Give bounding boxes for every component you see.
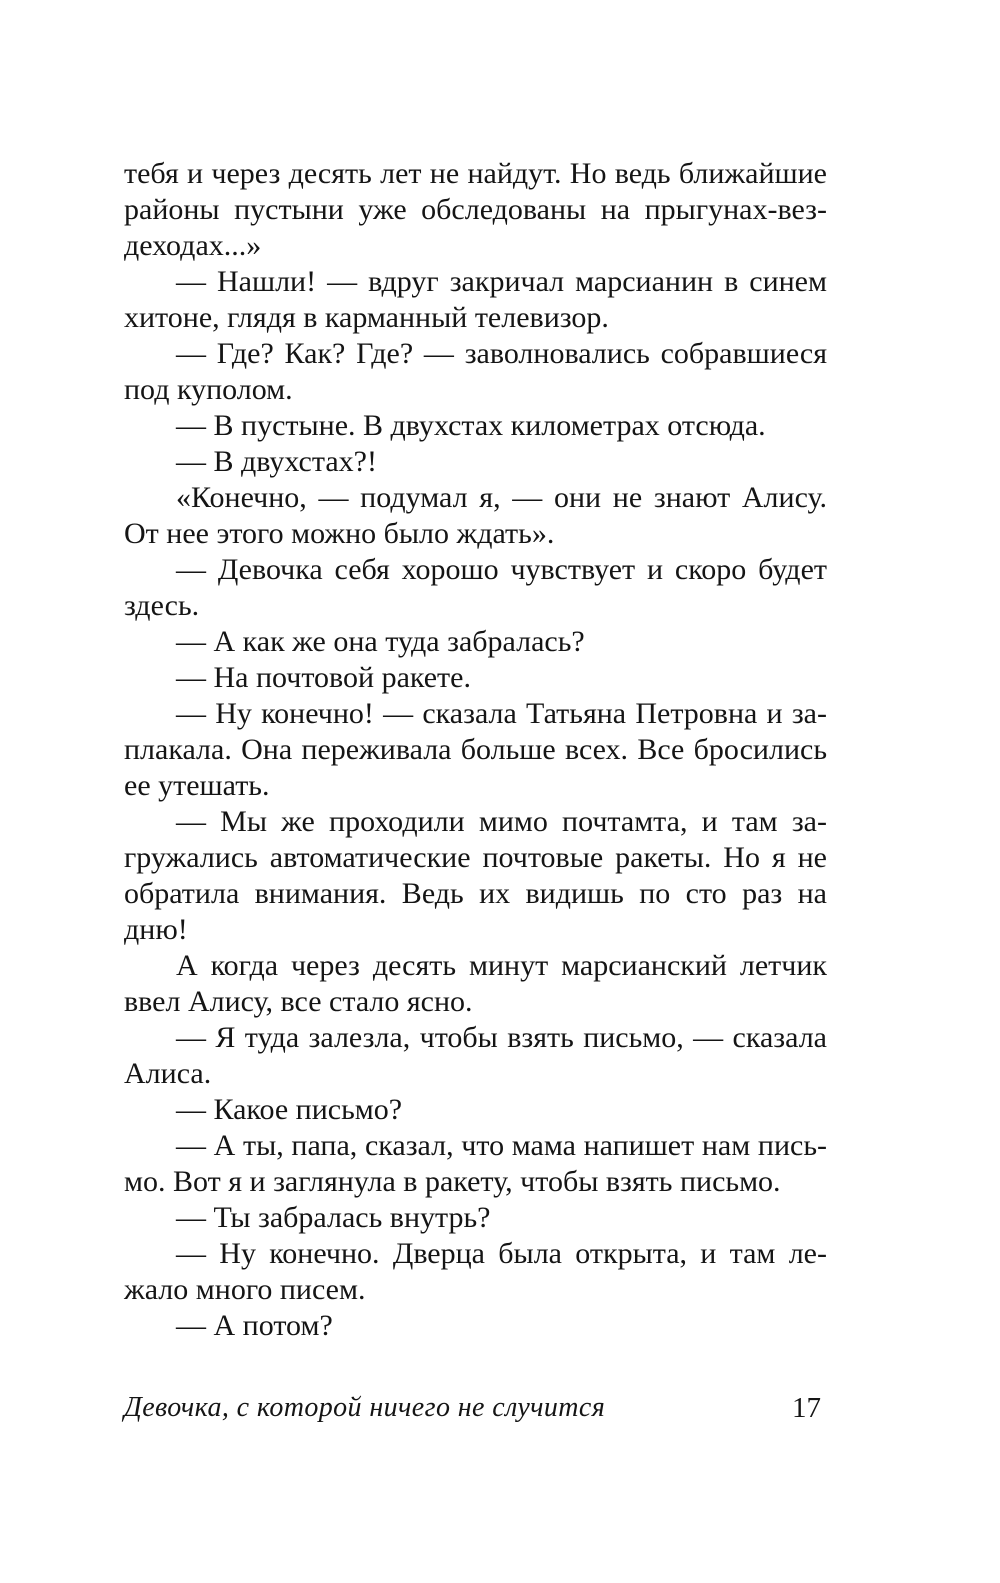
paragraph	[124, 1020, 827, 1092]
text-line: — Я туда залезла, чтобы взять письмо, — сказала	[176, 1021, 827, 1054]
text-line: А когда через десять минут марсианский летчик	[176, 949, 827, 982]
text-line: гружались автоматические почтовые ракеты. Но я не	[124, 841, 827, 874]
text-line: тебя и через десять лет не найдут. Но ведь ближайшие	[124, 157, 827, 190]
text-line: районы пустыни уже обследованы на прыгунах-вез-	[124, 193, 827, 226]
text-line: — На почтовой ракете.	[176, 661, 471, 694]
paragraph	[124, 156, 827, 264]
text-line: под куполом.	[124, 373, 293, 406]
paragraph	[124, 480, 827, 552]
page-footer	[124, 1390, 827, 1426]
paragraph	[124, 408, 827, 444]
text-line: — В пустыне. В двухстах километрах отсюда.	[176, 409, 766, 442]
paragraph	[124, 336, 827, 408]
text-line: От нее этого можно было ждать».	[124, 517, 555, 550]
text-line: здесь.	[124, 589, 200, 622]
text-line: «Конечно, — подумал я, — они не знают Алису.	[176, 481, 827, 514]
paragraph	[124, 552, 827, 624]
paragraph	[124, 948, 827, 1020]
text-line: — Девочка себя хорошо чувствует и скоро будет	[176, 553, 827, 586]
text-line: — Нашли! — вдруг закричал марсианин в синем	[176, 265, 827, 298]
text-line: — Ну конечно. Дверца была открыта, и там ле-	[176, 1237, 827, 1270]
text-line: — Мы же проходили мимо почтамта, и там за-	[176, 805, 827, 838]
text-line: — А как же она туда забралась?	[176, 625, 585, 658]
text-line: мо. Вот я и заглянула в ракету, чтобы взять письмо.	[124, 1165, 781, 1198]
page-number: 17	[792, 1392, 821, 1424]
text-line: — В двухстах?!	[176, 445, 377, 478]
page-body-text	[124, 156, 827, 1344]
text-line: дню!	[124, 913, 188, 946]
paragraph	[124, 624, 827, 660]
text-line: — А потом?	[176, 1309, 333, 1342]
text-line: — Ты забралась внутрь?	[176, 1201, 491, 1234]
text-line: ввел Алису, все стало ясно.	[124, 985, 473, 1018]
paragraph	[124, 804, 827, 948]
running-title: Девочка, с которой ничего не случится	[124, 1392, 606, 1423]
text-line: жало много писем.	[124, 1273, 366, 1306]
text-line: хитоне, глядя в карманный телевизор.	[124, 301, 609, 334]
paragraph	[124, 1128, 827, 1200]
text-line: — А ты, папа, сказал, что мама напишет нам пись-	[176, 1129, 827, 1162]
text-line: Алиса.	[124, 1057, 212, 1090]
paragraph	[124, 264, 827, 336]
text-line: — Ну конечно! — сказала Татьяна Петровна и за-	[176, 697, 827, 730]
paragraph	[124, 1236, 827, 1308]
text-line: деходах...»	[124, 229, 262, 262]
paragraph	[124, 1200, 827, 1236]
paragraph	[124, 660, 827, 696]
paragraph	[124, 1308, 827, 1344]
text-line: ее утешать.	[124, 769, 270, 802]
paragraph	[124, 1092, 827, 1128]
text-line: обратила внимания. Ведь их видишь по сто раз на	[124, 877, 827, 910]
paragraph	[124, 444, 827, 480]
text-line: — Где? Как? Где? — заволновались собравшиеся	[176, 337, 827, 370]
text-line: плакала. Она переживала больше всех. Все бросились	[124, 733, 827, 766]
paragraph	[124, 696, 827, 804]
text-line: — Какое письмо?	[176, 1093, 403, 1126]
